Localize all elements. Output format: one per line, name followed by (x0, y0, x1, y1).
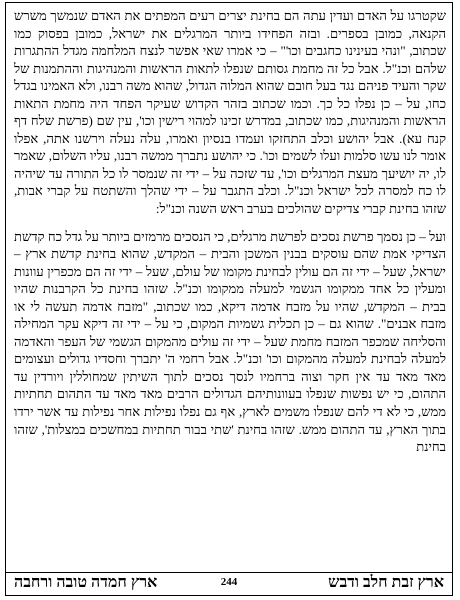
paragraph: שקטרגו על האדם ועדין עתה הם בחינת יצרים רעים המפתים את האדם שנמשך משרש הקנאה, כמובן בספרים. ובזה הפחידו ביותר המרגלים את ישראל, כמובן בפסוק כמו שכתוב, "ונהי בעינינו כחגבים וכו'" – כי אמרו שאי אפשר לנצח המלחמה מגדל ההתגרות שלהם וכנ"ל. אבל כל זה מחמת גסותם שנפלו לתאות הראשות והמנהיגות וההתמנות של שקר והעיד פניהם נגד בעל חובם שהוא המלוה הגדול, שהוא משה רבנו, ולא האמינו בגדל כחו, על – כן נפלו כל כך. וכמו שכתוב בזהר הקדוש שעיקר הפחד היה מחמת התאות הראשות והמנהיגות, כמו שכתוב, במדרש זכינו למהוי רישין וכו', עין שם (פרשת שלח דף קנח עא). אבל יהושע וכלב התחזקו ועמדו בנסיון ואמרו, עלה נעלה וירשנו אתה, אפלו אומר לנו עשו סלמות ועלו לשמים וכו'. כי יהושע נתברך ממשה רבנו, עליו השלום, שאמר לו, יה יושיעך מעצת המרגלים וכו', עד שזכה על – ידי זה שנמסר לו כל התורה עד שיהיה לו כח למסרה לכל ישראל וכנ"ל. וכלב התגבר על – ידי שהלך והשתטח על קברי אבות, שזהו בחינת קברי צדיקים שהולכים בערב ראש השנה וכנ"ל: (14, 8, 446, 217)
paragraph: ועל – כן נסמך פרשת נסכים לפרשת מרגלים, כי הנסכים מרמזים ביותר על גדל כח קדשת הצדיקי אמת שהם עוסקים בבנין המשכן והבית – המקדש, שהוא בחינת קדשת ארץ – ישראל, שעל – ידי זה הם עולין לבחינת מקומו של עולם, שעל – ידי זה הם מכפרין עוונות ומעלין כל אחד ממקומו הגשמי למעלה ממקומו וכנ"ל. שזהו בחינת כל הקרבנות שהיו בבית – המקדש, שהיו על מזבח אדמה דיקא, כמו שכתוב, "מזבח אדמה תעשה לי או מזבח אבנים". שהוא גם – כן תכלית גשמיות המקום, כי על – ידי זה דיקא עקר המחילה והסליחה שמכפר המזבח מחמת שעל – ידי זה עולים מהמקום הגשמי של העפר והאדמה למעלה לבחינת למעלה מהמקום וכו' וכנ"ל. אבל רחמי ה' יתברך וחסדיו גדולים ועצומים מאד מאד עד אין חקר וצוה ברחמיו לנסך נסכים לתוך השיתין שמחוללין ויורדין עד התהום, כי יש נפשות שנפלו בעוונותיהם הגדולים הרבים מאד מאד עד התהום תחתיות ממש, כי לא די להם שנפלו משמים לארץ, אף גם נפלו נפילות אחר נפילות עד אשר ירדו בתוך הארץ, עד התהום ממש. שזהו בחינת 'שתי בבור תחתיות במחשכים במצלות', שזהו בחינת (14, 228, 446, 455)
body-text (14, 7, 446, 456)
page-frame (5, 2, 453, 596)
book-title: ארץ זבת חלב ודבש (328, 574, 444, 591)
footer-tagline: ארץ חמדה טובה ורחבה (14, 574, 158, 591)
page-number: 244 (220, 576, 238, 588)
page-footer (6, 572, 452, 595)
